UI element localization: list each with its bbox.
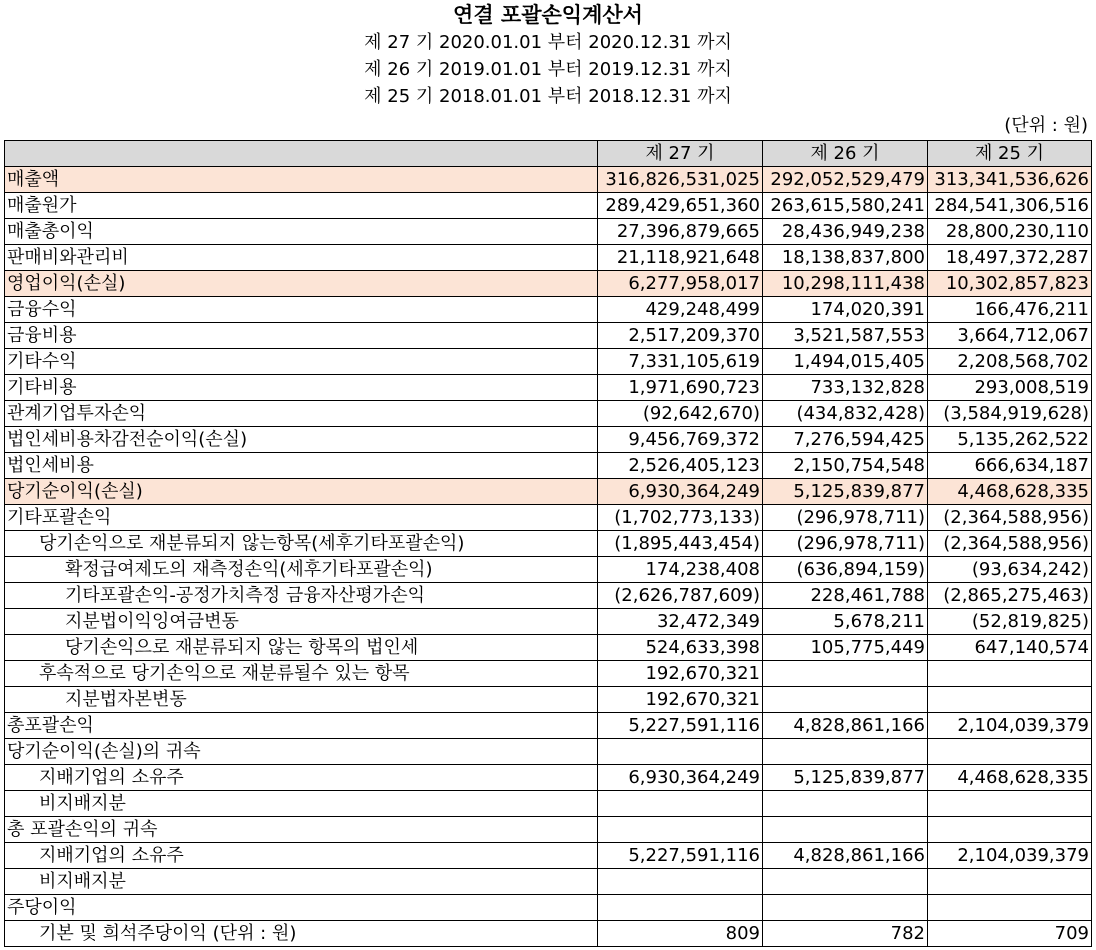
table-row [5, 661, 1092, 687]
table-header-row [5, 141, 1092, 167]
value-period-25: 4,468,628,335 [928, 479, 1092, 505]
row-label: 기본 및 희석주당이익 (단위 : 원) [5, 921, 598, 947]
value-period-25: 166,476,211 [928, 297, 1092, 323]
value-period-25: 3,664,712,067 [928, 323, 1092, 349]
header-period-27: 제 27 기 [598, 141, 763, 167]
table-row [5, 323, 1092, 349]
row-label: 당기손익으로 재분류되지 않는항목(세후기타포괄손익) [5, 531, 598, 557]
value-period-27: 9,456,769,372 [598, 427, 763, 453]
row-label: 관계기업투자손익 [5, 401, 598, 427]
row-label: 주당이익 [5, 895, 598, 921]
period-25: 제 25 기 2018.01.01 부터 2018.12.31 까지 [364, 86, 732, 107]
value-period-26: (296,978,711) [763, 505, 928, 531]
value-period-27: 7,331,105,619 [598, 349, 763, 375]
value-period-26 [763, 817, 928, 843]
value-period-26: 28,436,949,238 [763, 219, 928, 245]
row-label: 당기순이익(손실)의 귀속 [5, 739, 598, 765]
table-row [5, 557, 1092, 583]
value-period-27: (1,702,773,133) [598, 505, 763, 531]
value-period-26: 1,494,015,405 [763, 349, 928, 375]
table-row [5, 245, 1092, 271]
value-period-27: 27,396,879,665 [598, 219, 763, 245]
row-label: 법인세비용차감전순이익(손실) [5, 427, 598, 453]
value-period-25: 2,104,039,379 [928, 843, 1092, 869]
value-period-26: (434,832,428) [763, 401, 928, 427]
value-period-27: 2,517,209,370 [598, 323, 763, 349]
value-period-25: 18,497,372,287 [928, 245, 1092, 271]
row-label: 매출원가 [5, 193, 598, 219]
row-label: 총 포괄손익의 귀속 [5, 817, 598, 843]
table-row [5, 869, 1092, 895]
value-period-27: 6,277,958,017 [598, 271, 763, 297]
value-period-27 [598, 791, 763, 817]
row-label: 기타포괄손익-공정가치측정 금융자산평가손익 [5, 583, 598, 609]
value-period-26: 228,461,788 [763, 583, 928, 609]
table-row [5, 219, 1092, 245]
row-label: 지분법이익잉여금변동 [5, 609, 598, 635]
value-period-25: 284,541,306,516 [928, 193, 1092, 219]
value-period-27: 192,670,321 [598, 661, 763, 687]
value-period-25: (3,584,919,628) [928, 401, 1092, 427]
income-statement-table [4, 140, 1092, 947]
period-27: 제 27 기 2020.01.01 부터 2020.12.31 까지 [364, 32, 732, 53]
table-row [5, 375, 1092, 401]
table-row [5, 583, 1092, 609]
value-period-26 [763, 661, 928, 687]
row-label: 기타수익 [5, 349, 598, 375]
value-period-26 [763, 739, 928, 765]
table-row [5, 167, 1092, 193]
value-period-26: 18,138,837,800 [763, 245, 928, 271]
value-period-25 [928, 739, 1092, 765]
table-row [5, 635, 1092, 661]
value-period-27 [598, 739, 763, 765]
row-label: 금융비용 [5, 323, 598, 349]
value-period-26: 2,150,754,548 [763, 453, 928, 479]
table-row [5, 479, 1092, 505]
value-period-25: 709 [928, 921, 1092, 947]
table-row [5, 453, 1092, 479]
header-period-26: 제 26 기 [763, 141, 928, 167]
value-period-26: 4,828,861,166 [763, 713, 928, 739]
value-period-27: (92,642,670) [598, 401, 763, 427]
value-period-26: (296,978,711) [763, 531, 928, 557]
row-label: 판매비와관리비 [5, 245, 598, 271]
value-period-25: 4,468,628,335 [928, 765, 1092, 791]
table-row [5, 193, 1092, 219]
table-row [5, 921, 1092, 947]
value-period-26: 263,615,580,241 [763, 193, 928, 219]
value-period-27: 429,248,499 [598, 297, 763, 323]
row-label: 후속적으로 당기손익으로 재분류될수 있는 항목 [5, 661, 598, 687]
table-row [5, 349, 1092, 375]
table-row [5, 791, 1092, 817]
value-period-25: 2,208,568,702 [928, 349, 1092, 375]
row-label: 매출액 [5, 167, 598, 193]
value-period-26: 5,678,211 [763, 609, 928, 635]
value-period-26 [763, 791, 928, 817]
value-period-25 [928, 791, 1092, 817]
row-label: 금융수익 [5, 297, 598, 323]
value-period-27: (1,895,443,454) [598, 531, 763, 557]
value-period-27: 5,227,591,116 [598, 843, 763, 869]
value-period-26 [763, 687, 928, 713]
row-label: 매출총이익 [5, 219, 598, 245]
value-period-25: (2,364,588,956) [928, 531, 1092, 557]
row-label: 법인세비용 [5, 453, 598, 479]
row-label: 영업이익(손실) [5, 271, 598, 297]
row-label: 당기손익으로 재분류되지 않는 항목의 법인세 [5, 635, 598, 661]
row-label: 비지배지분 [5, 869, 598, 895]
value-period-25: (93,634,242) [928, 557, 1092, 583]
value-period-26 [763, 869, 928, 895]
value-period-26: 5,125,839,877 [763, 479, 928, 505]
statement-title: 연결 포괄손익계산서 [453, 3, 643, 27]
table-row [5, 687, 1092, 713]
value-period-25 [928, 661, 1092, 687]
table-row [5, 843, 1092, 869]
value-period-27: 2,526,405,123 [598, 453, 763, 479]
row-label: 기타비용 [5, 375, 598, 401]
value-period-25: 2,104,039,379 [928, 713, 1092, 739]
row-label: 기타포괄손익 [5, 505, 598, 531]
value-period-27 [598, 869, 763, 895]
value-period-26: (636,894,159) [763, 557, 928, 583]
table-row [5, 427, 1092, 453]
value-period-25: 666,634,187 [928, 453, 1092, 479]
value-period-26: 4,828,861,166 [763, 843, 928, 869]
value-period-26: 10,298,111,438 [763, 271, 928, 297]
value-period-26 [763, 895, 928, 921]
table-row [5, 895, 1092, 921]
value-period-27: 316,826,531,025 [598, 167, 763, 193]
value-period-25 [928, 895, 1092, 921]
value-period-27: 6,930,364,249 [598, 479, 763, 505]
table-row [5, 817, 1092, 843]
value-period-26: 5,125,839,877 [763, 765, 928, 791]
value-period-25: 313,341,536,626 [928, 167, 1092, 193]
value-period-25: (52,819,825) [928, 609, 1092, 635]
value-period-26: 105,775,449 [763, 635, 928, 661]
value-period-26: 174,020,391 [763, 297, 928, 323]
table-row [5, 713, 1092, 739]
value-period-26: 782 [763, 921, 928, 947]
value-period-25: 28,800,230,110 [928, 219, 1092, 245]
value-period-26: 7,276,594,425 [763, 427, 928, 453]
value-period-26: 733,132,828 [763, 375, 928, 401]
value-period-26: 3,521,587,553 [763, 323, 928, 349]
value-period-27: (2,626,787,609) [598, 583, 763, 609]
value-period-25 [928, 869, 1092, 895]
value-period-27 [598, 895, 763, 921]
table-row [5, 531, 1092, 557]
value-period-27: 524,633,398 [598, 635, 763, 661]
table-row [5, 401, 1092, 427]
period-26: 제 26 기 2019.01.01 부터 2019.12.31 까지 [364, 59, 732, 80]
table-row [5, 765, 1092, 791]
row-label: 총포괄손익 [5, 713, 598, 739]
value-period-27: 6,930,364,249 [598, 765, 763, 791]
value-period-25: 5,135,262,522 [928, 427, 1092, 453]
value-period-25: (2,865,275,463) [928, 583, 1092, 609]
value-period-27: 1,971,690,723 [598, 375, 763, 401]
value-period-25 [928, 817, 1092, 843]
table-row [5, 271, 1092, 297]
value-period-27: 21,118,921,648 [598, 245, 763, 271]
value-period-25: 647,140,574 [928, 635, 1092, 661]
row-label: 지배기업의 소유주 [5, 843, 598, 869]
row-label: 비지배지분 [5, 791, 598, 817]
value-period-25: 10,302,857,823 [928, 271, 1092, 297]
value-period-26: 292,052,529,479 [763, 167, 928, 193]
table-row [5, 297, 1092, 323]
value-period-25: (2,364,588,956) [928, 505, 1092, 531]
table-row [5, 609, 1092, 635]
value-period-27: 809 [598, 921, 763, 947]
value-period-27: 174,238,408 [598, 557, 763, 583]
header-label-column [5, 141, 598, 167]
value-period-27: 5,227,591,116 [598, 713, 763, 739]
row-label: 지분법자본변동 [5, 687, 598, 713]
value-period-27: 32,472,349 [598, 609, 763, 635]
value-period-27 [598, 817, 763, 843]
table-row [5, 505, 1092, 531]
value-period-27: 192,670,321 [598, 687, 763, 713]
value-period-25 [928, 687, 1092, 713]
unit-label: (단위 : 원) [1004, 115, 1088, 136]
value-period-27: 289,429,651,360 [598, 193, 763, 219]
table-row [5, 739, 1092, 765]
value-period-25: 293,008,519 [928, 375, 1092, 401]
row-label: 지배기업의 소유주 [5, 765, 598, 791]
header-period-25: 제 25 기 [928, 141, 1092, 167]
row-label: 당기순이익(손실) [5, 479, 598, 505]
row-label: 확정급여제도의 재측정손익(세후기타포괄손익) [5, 557, 598, 583]
